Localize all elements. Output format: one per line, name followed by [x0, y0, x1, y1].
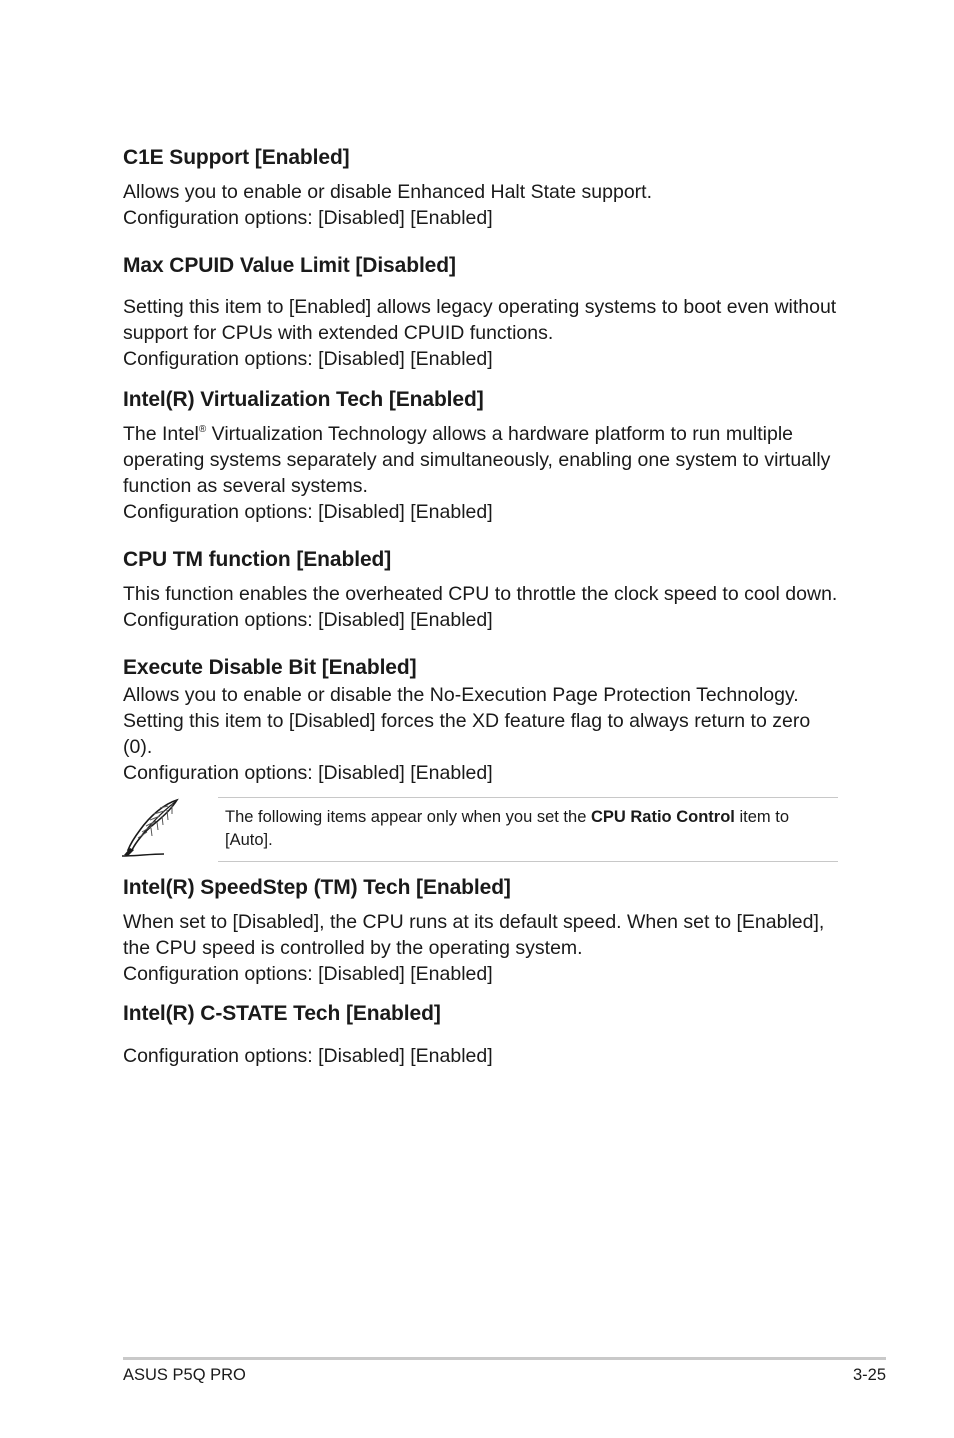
section-title-speedstep: Intel(R) SpeedStep (TM) Tech [Enabled] — [123, 876, 511, 899]
section-text-max-cpuid-2: support for CPUs with extended CPUID functions. — [123, 322, 554, 344]
section-title-c-state: Intel(R) C-STATE Tech [Enabled] — [123, 1002, 441, 1025]
footer-divider — [123, 1357, 886, 1360]
section-text-c1e-2: Configuration options: [Disabled] [Enabled] — [123, 207, 493, 229]
section-text-execute-disable-3: (0). — [123, 736, 153, 758]
note-box — [218, 797, 838, 862]
section-text-virtualization-4: Configuration options: [Disabled] [Enabled] — [123, 501, 493, 523]
section-text-max-cpuid-1: Setting this item to [Enabled] allows legacy operating systems to boot even without — [123, 296, 837, 318]
pen-feather-icon — [120, 798, 182, 858]
section-text-cpu-tm-2: Configuration options: [Disabled] [Enabled] — [123, 609, 493, 631]
section-title-cpu-tm: CPU TM function [Enabled] — [123, 548, 392, 571]
section-text-virtualization-3: function as several systems. — [123, 475, 368, 497]
footer-page-number: 3-25 — [852, 1366, 886, 1384]
footer-product-name: ASUS P5Q PRO — [123, 1366, 246, 1384]
section-text-speedstep-1: When set to [Disabled], the CPU runs at its default speed. When set to [Enabled], — [123, 911, 825, 933]
section-text-c1e-1: Allows you to enable or disable Enhanced Halt State support. — [123, 181, 652, 203]
note-bold-term: CPU Ratio Control — [590, 808, 735, 826]
section-title-virtualization: Intel(R) Virtualization Tech [Enabled] — [123, 388, 484, 411]
section-text-execute-disable-1: Allows you to enable or disable the No-Execution Page Protection Technology. — [123, 684, 799, 706]
section-text-execute-disable-2: Setting this item to [Disabled] forces the XD feature flag to always return to zero — [123, 710, 811, 732]
section-text-cpu-tm-1: This function enables the overheated CPU to throttle the clock speed to cool down. — [123, 583, 838, 605]
section-title-max-cpuid: Max CPUID Value Limit [Disabled] — [123, 254, 456, 277]
section-text-speedstep-2: the CPU speed is controlled by the operating system. — [123, 937, 583, 959]
section-text-virtualization-1: The Intel® Virtualization Technology allows a hardware platform to run multiple — [123, 423, 794, 445]
section-title-execute-disable: Execute Disable Bit [Enabled] — [123, 656, 417, 679]
section-text-virtualization-2: operating systems separately and simultaneously, enabling one system to virtually — [123, 449, 831, 471]
section-text-c-state-1: Configuration options: [Disabled] [Enabled] — [123, 1045, 493, 1067]
section-text-max-cpuid-3: Configuration options: [Disabled] [Enabled] — [123, 348, 493, 370]
note-text: The following items appear only when you set the CPU Ratio Control item to [Auto]. — [225, 808, 789, 849]
section-text-execute-disable-4: Configuration options: [Disabled] [Enabled] — [123, 762, 493, 784]
registered-mark: ® — [198, 424, 207, 435]
section-text-speedstep-3: Configuration options: [Disabled] [Enabled] — [123, 963, 493, 985]
section-title-c1e: C1E Support [Enabled] — [123, 146, 350, 169]
